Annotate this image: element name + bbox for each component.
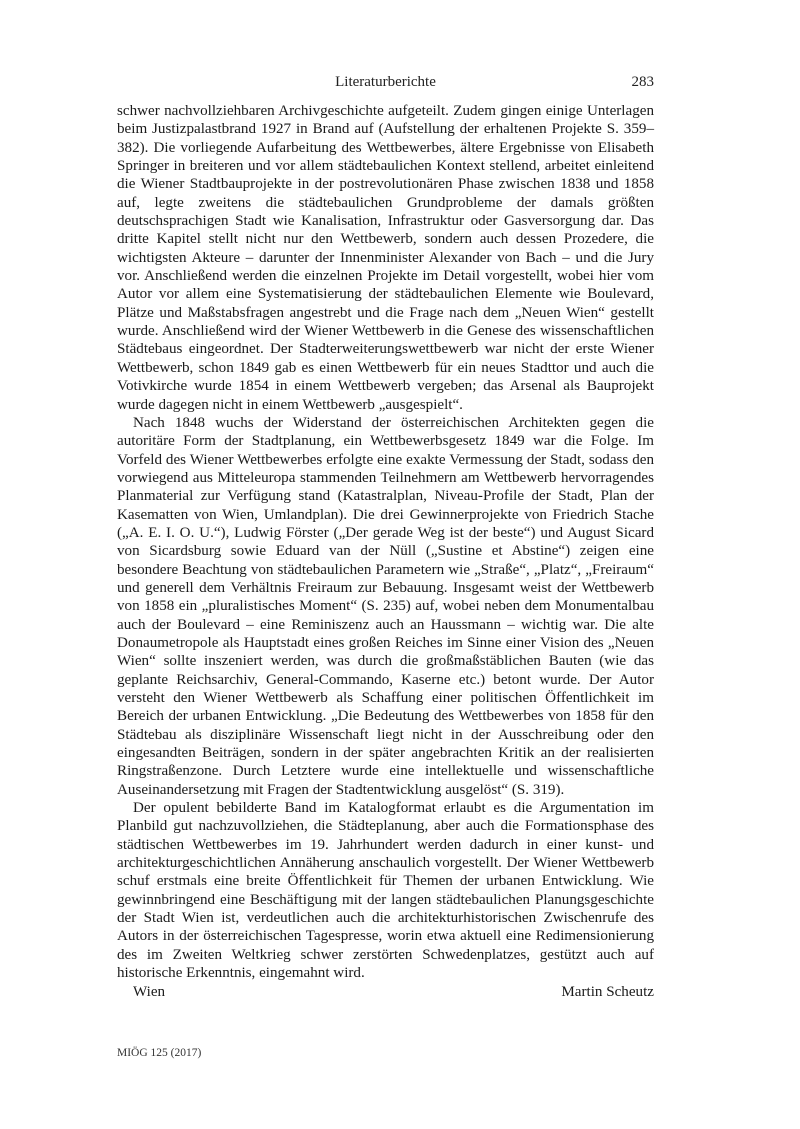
paragraph: schwer nachvollziehbaren Archivgeschichte aufgeteilt. Zudem gingen einige Unterlagen beim Justizpalastbrand 1927 in Brand auf (Aufstellung der erhaltenen Projekte S. 359–382). Die vorliegende Aufarbeitung des Wettbewerbes, ältere Ergebnisse von Elisabeth Springer in breiteren und vor allem städtebaulichen Kontext stellend, arbeitet einleitend die Wiener Stadtbauprojekte in der postrevolutionären Phase zwischen 1838 und 1858 auf, legte zweitens die städtebaulichen Grundprobleme der damals größten deutschsprachigen Stadt wie Kanalisation, Infrastruktur oder Gasversorgung dar. Das dritte Kapitel stellt nicht nur den Wettbewerb, sondern auch dessen Prozedere, die wichtigsten Akteure – darunter der Innenminister Alexander von Bach – und die Jury vor. Anschließend werden die einzelnen Projekte im Detail vorgestellt, wobei hier vom Autor vor allem eine Systematisierung der städtebaulichen Elemente wie Boulevard, Plätze und Maßstabsfragen angestrebt und die Frage nach dem „Neuen Wien“ gestellt wurde. Anschließend wird der Wiener Wettbewerb in die Genese des wissenschaftlichen Städtebaus eingeordnet. Der Stadterweiterungswettbewerb war nicht der erste Wiener Wettbewerb, schon 1849 gab es einen Wettbewerb für ein neues Stadttor und auch die Votivkirche wurde 1854 in einem Wettbewerb vergeben; das Arsenal als Bauprojekt wurde dagegen nicht in einem Wettbewerb „ausgespielt“. — [117, 103, 654, 413]
signoff — [117, 983, 654, 1001]
signoff-place: Wien — [133, 983, 166, 1000]
page-number: 283 — [631, 74, 654, 90]
signoff-author: Martin Scheutz — [561, 983, 654, 1000]
paragraph: Der opulent bebilderte Band im Katalogformat erlaubt es die Argumentation im Planbild gut nachzuvollziehen, die Städteplanung, aber auch die Formationsphase des städtischen Wettbewerbes im 19. Jahrhundert werden dadurch in einer kunst- und architekturgeschichtlichen Annäherung anschaulich vorgestellt. Der Wiener Wettbewerb schuf erstmals eine breite Öffentlichkeit für Themen der urbanen Entwicklung. Wie gewinnbringend eine Beschäftigung mit der langen städtebaulichen Planungsgeschichte der Stadt Wien ist, verdeutlichen auch die architekturhistorischen Zwischenrufe des Autors in der österreichischen Tagespresse, worin etwa aktuell eine Redimensionierung des im Zweiten Weltkrieg schwer zerstörten Schwedenplatzes, gestützt auch auf historische Erkenntnis, eingemahnt wird. — [117, 800, 654, 982]
running-title: Literaturberichte — [335, 74, 436, 90]
journal-footer: MIÖG 125 (2017) — [117, 1047, 202, 1059]
review-text — [117, 102, 654, 1001]
paragraph: Nach 1848 wuchs der Widerstand der österreichischen Architekten gegen die autoritäre Form der Stadtplanung, ein Wettbewerbsgesetz 1849 war die Folge. Im Vorfeld des Wiener Wettbewerbes erfolgte eine exakte Vermessung der Stadt, sodass den vorwiegend aus Mitteleuropa stammenden Teilnehmern am Wettbewerb hervorragendes Planmaterial zur Verfügung stand (Katastralplan, Niveau-Profile der Stadt, Plan der Kasematten von Wien, Umlandplan). Die drei Gewinnerprojekte von Friedrich Stache („A. E. I. O. U.“), Ludwig Förster („Der gerade Weg ist der beste“) und August Sicard von Sicardsburg sowie Eduard van der Nüll („Sustine et Abstine“) zeigen eine besondere Beachtung von städtebaulichen Parametern wie „Straße“, „Platz“, „Freiraum“ und generell dem Verhältnis Freiraum zur Bebauung. Insgesamt weist der Wettbewerb von 1858 ein „pluralistisches Moment“ (S. 235) auf, wobei neben dem Monumentalbau auch der Boulevard – eine Reminiszenz auch an Haussmann – wichtig war. Die alte Donaumetropole als Hauptstadt eines großen Reiches im Sinne einer Vision des „Neuen Wien“ sollte inszeniert werden, was durch die großmaßstäblichen Bauten (wie das geplante Reichsarchiv, General-Commando, Kaserne etc.) betont wurde. Der Autor versteht den Wiener Wettbewerb als Schaffung einer politischen Öffentlichkeit im Bereich der urbanen Entwicklung. „Die Bedeutung des Wettbewerbes von 1858 für den Städtebau als disziplinäre Wissenschaft liegt nicht in der Ausschreibung oder den eingesandten Beiträgen, sondern in der später angebrachten Kritik an der realisierten Ringstraßenzone. Durch Letztere wurde eine intellektuelle und wissenschaftliche Auseinandersetzung mit Fragen der Stadtentwicklung ausgelöst“ (S. 319). — [117, 414, 654, 798]
running-header — [117, 74, 654, 96]
